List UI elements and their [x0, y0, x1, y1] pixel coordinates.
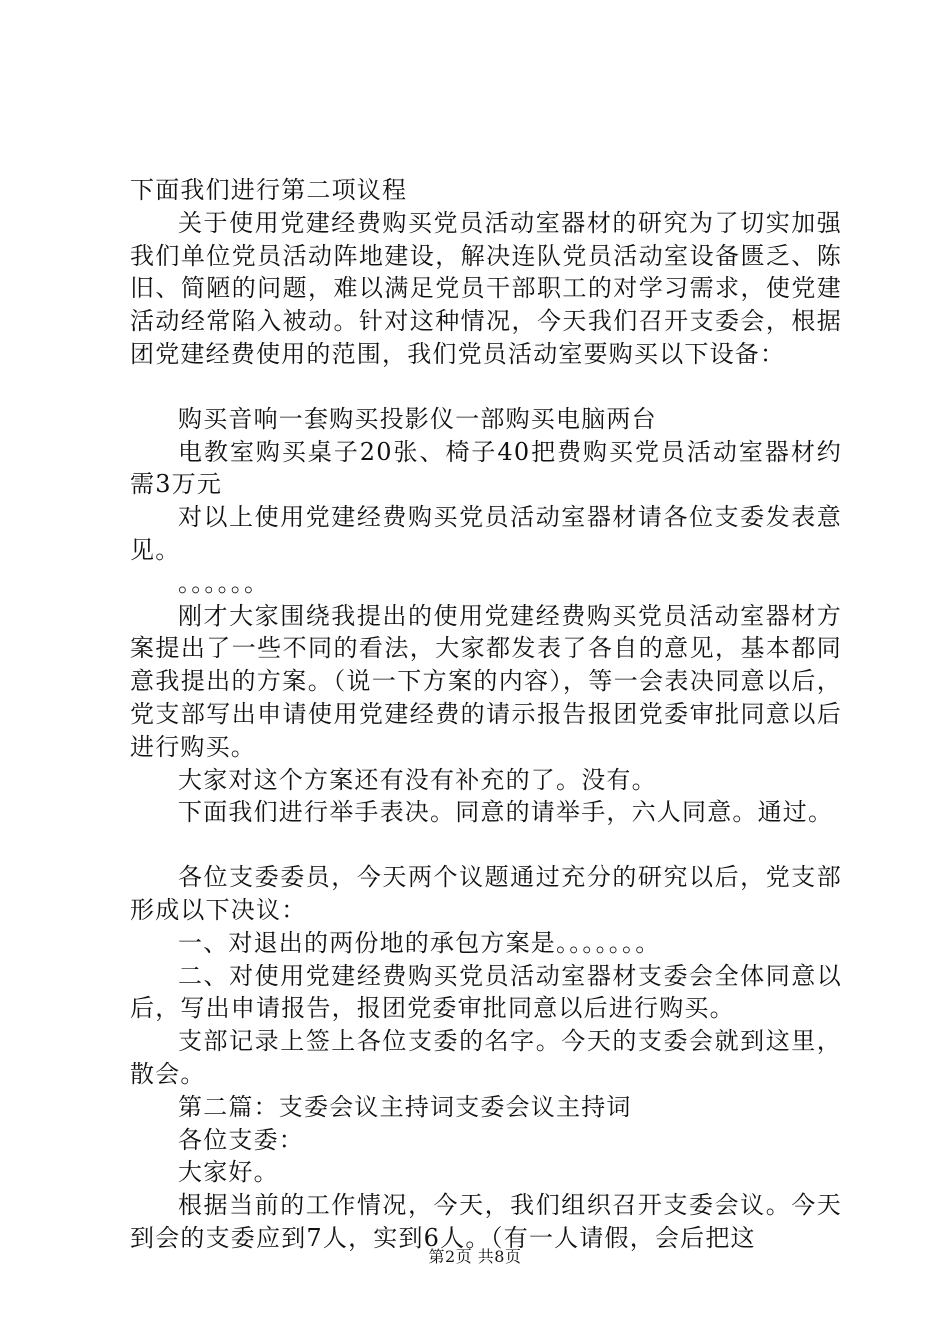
paragraph-greeting-members: 各位支委： — [178, 1125, 304, 1154]
paragraph-section-two-title: 第二篇：支委会议主持词支委会议主持词 — [178, 1092, 632, 1121]
paragraph-any-additions: 大家对这个方案还有没有补充的了。没有。 — [178, 765, 657, 794]
paragraph-resolution-intro: 各位支委委员，今天两个议题通过充分的研究以后，党支部形成以下决议： — [130, 863, 842, 924]
paragraph-greeting-hello: 大家好。 — [178, 1158, 279, 1187]
paragraph-discussion-summary: 刚才大家围绕我提出的使用党建经费购买党员活动室器材方案提出了一些不同的看法，大家都发表了各自的意见，基本都同意我提出的方案。（说一下方案的内容），等一会表决同意以后，党支部写出申请使用党建经费的请示报告报团党委审批同意以后进行购买。 — [130, 601, 842, 761]
paragraph-vote: 下面我们进行举手表决。同意的请举手，六人同意。通过。 — [178, 798, 834, 827]
paragraph-equipment-list: 购买音响一套购买投影仪一部购买电脑两台 — [178, 404, 657, 433]
paragraph-agenda-heading: 下面我们进行第二项议程 — [130, 176, 408, 204]
paragraph-resolution-two: 二、对使用党建经费购买党员活动室器材支委会全体同意以后，写出申请报告，报团党委审批同意以后进行购买。 — [130, 961, 842, 1023]
paragraph-classroom-furniture: 电教室购买桌子20张、椅子40把费购买党员活动室器材约需3万元 — [130, 437, 842, 499]
page-footer: 第2页 共8页 — [428, 1247, 522, 1266]
paragraph-request-opinions: 对以上使用党建经费购买党员活动室器材请各位支委发表意见。 — [130, 503, 842, 564]
document-body — [130, 174, 842, 1255]
paragraph-closing: 支部记录上签上各位支委的名字。今天的支委会就到这里，散会。 — [130, 1027, 842, 1088]
paragraph-ellipsis: 。。。。。。 — [178, 568, 270, 597]
paragraph-meeting-opening: 根据当前的工作情况，今天，我们组织召开支委会议。今天到会的支委应到7人，实到6人。（有一人请假，会后把这 — [130, 1191, 842, 1252]
paragraph-equipment-intro: 关于使用党建经费购买党员活动室器材的研究为了切实加强我们单位党员活动阵地建设，解决连队党员活动室设备匮乏、陈旧、简陋的问题，难以满足党员干部职工的对学习需求，使党建活动经常陷入被动。针对这种情况，今天我们召开支委会，根据团党建经费使用的范围，我们党员活动室要购买以下设备： — [130, 208, 842, 368]
paragraph-resolution-one: 一、对退出的两份地的承包方案是。。。。。。。 — [178, 928, 661, 957]
